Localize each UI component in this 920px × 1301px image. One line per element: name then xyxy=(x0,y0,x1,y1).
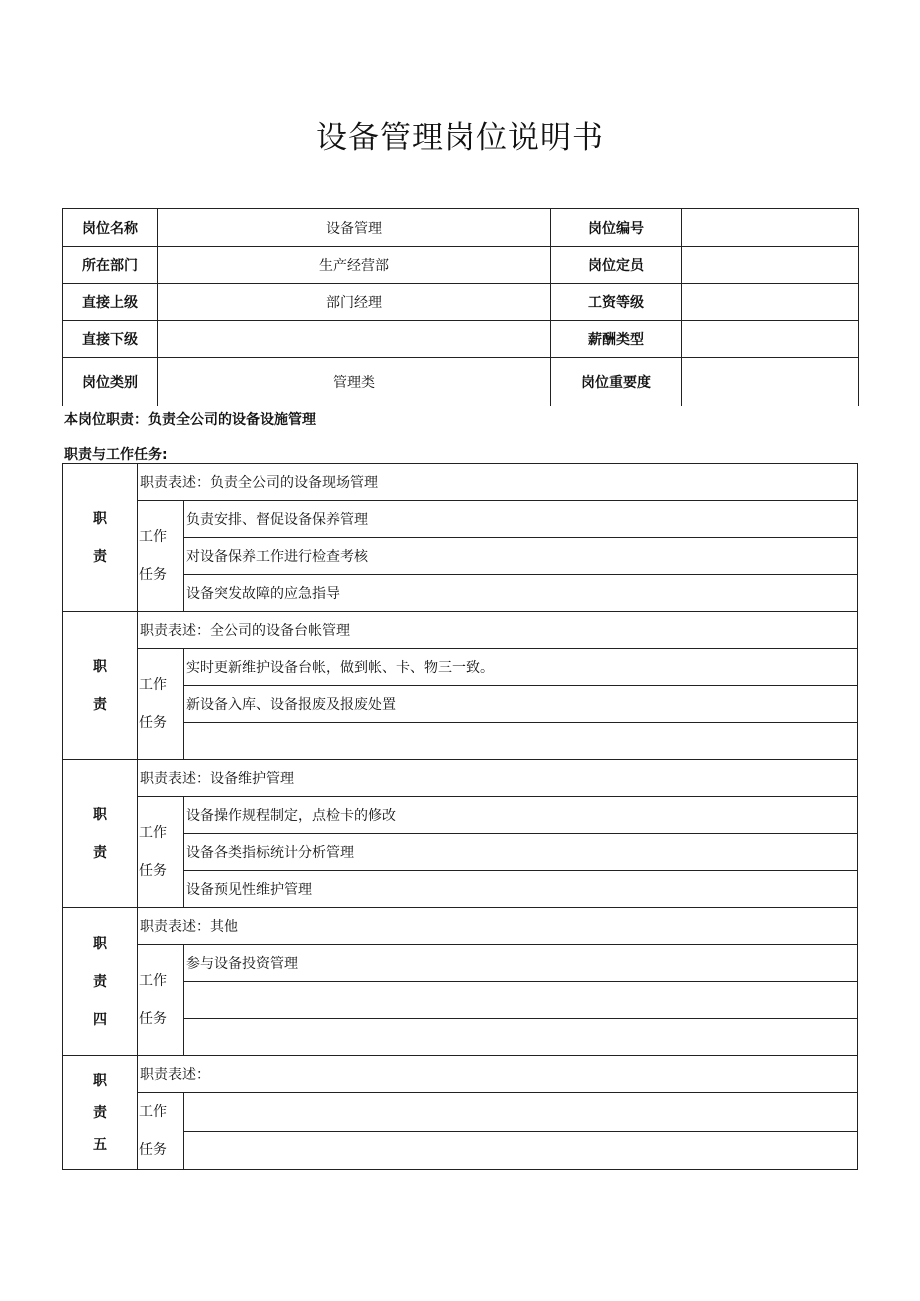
task-item xyxy=(184,1093,858,1132)
duty-block-4 xyxy=(62,907,858,1056)
duty-block-3 xyxy=(62,759,858,908)
info-label: 岗位类别 xyxy=(63,358,158,406)
duty-description: 职责表述： xyxy=(138,1056,858,1093)
info-row xyxy=(63,321,859,358)
info-label: 直接下级 xyxy=(63,321,158,358)
basic-info-table xyxy=(62,208,859,406)
info-value: 部门经理 xyxy=(158,284,551,321)
duty-number-char: 责 xyxy=(93,696,107,713)
info-value xyxy=(158,321,551,358)
info-label: 岗位定员 xyxy=(551,247,682,284)
duty-number xyxy=(63,464,138,612)
task-item: 实时更新维护设备台帐，做到帐、卡、物三一致。 xyxy=(184,649,858,686)
info-label: 岗位重要度 xyxy=(551,358,682,406)
duty-block-1 xyxy=(62,463,858,612)
info-value xyxy=(682,284,859,321)
duty-block-5 xyxy=(62,1055,858,1170)
duty-description: 职责表述：全公司的设备台帐管理 xyxy=(138,612,858,649)
task-item: 设备预见性维护管理 xyxy=(184,871,858,908)
task-item xyxy=(184,723,858,760)
duty-number-char: 责 xyxy=(93,1104,107,1121)
task-item: 参与设备投资管理 xyxy=(184,945,858,982)
duty-number-char: 四 xyxy=(93,1011,107,1028)
work-task-label: 工作 任务 xyxy=(138,797,184,908)
info-value: 生产经营部 xyxy=(158,247,551,284)
page-title: 设备管理岗位说明书 xyxy=(316,120,604,156)
duty-number-char: 五 xyxy=(93,1136,107,1153)
work-task-label: 工作 任务 xyxy=(138,649,184,760)
job-summary: 本岗位职责：负责全公司的设备设施管理 xyxy=(64,412,316,428)
work-task-label: 工作 任务 xyxy=(138,1093,184,1170)
duty-number-char: 职 xyxy=(93,510,107,527)
task-item: 设备各类指标统计分析管理 xyxy=(184,834,858,871)
duty-number-char: 责 xyxy=(93,548,107,565)
task-item xyxy=(184,982,858,1019)
task-item xyxy=(184,1131,858,1170)
info-row xyxy=(63,358,859,406)
task-item xyxy=(184,1019,858,1056)
task-item: 设备突发故障的应急指导 xyxy=(184,575,858,612)
duty-number xyxy=(63,760,138,908)
task-item: 设备操作规程制定，点检卡的修改 xyxy=(184,797,858,834)
info-row xyxy=(63,247,859,284)
info-label: 所在部门 xyxy=(63,247,158,284)
info-value: 设备管理 xyxy=(158,209,551,247)
info-row xyxy=(63,284,859,321)
work-task-label: 工作 任务 xyxy=(138,501,184,612)
duty-number-char: 责 xyxy=(93,973,107,990)
info-label: 薪酬类型 xyxy=(551,321,682,358)
duty-number-char: 职 xyxy=(93,658,107,675)
duty-description: 职责表述：其他 xyxy=(138,908,858,945)
info-value xyxy=(682,358,859,406)
info-label: 工资等级 xyxy=(551,284,682,321)
task-item: 新设备入库、设备报废及报废处置 xyxy=(184,686,858,723)
duty-number-char: 职 xyxy=(93,935,107,952)
info-label: 岗位编号 xyxy=(551,209,682,247)
duty-number-char: 责 xyxy=(93,844,107,861)
work-task-label: 工作 任务 xyxy=(138,945,184,1056)
task-item: 对设备保养工作进行检查考核 xyxy=(184,538,858,575)
duty-number xyxy=(63,908,138,1056)
duty-number xyxy=(63,1056,138,1170)
duty-number-char: 职 xyxy=(93,806,107,823)
info-row xyxy=(63,209,859,247)
task-item: 负责安排、督促设备保养管理 xyxy=(184,501,858,538)
duty-number xyxy=(63,612,138,760)
info-label: 岗位名称 xyxy=(63,209,158,247)
duty-description: 职责表述：负责全公司的设备现场管理 xyxy=(138,464,858,501)
duty-block-2 xyxy=(62,611,858,760)
info-value xyxy=(682,247,859,284)
info-value xyxy=(682,209,859,247)
duties-heading: 职责与工作任务: xyxy=(64,447,168,463)
info-value: 管理类 xyxy=(158,358,551,406)
duty-description: 职责表述：设备维护管理 xyxy=(138,760,858,797)
duty-number-char: 职 xyxy=(93,1072,107,1089)
info-value xyxy=(682,321,859,358)
info-label: 直接上级 xyxy=(63,284,158,321)
